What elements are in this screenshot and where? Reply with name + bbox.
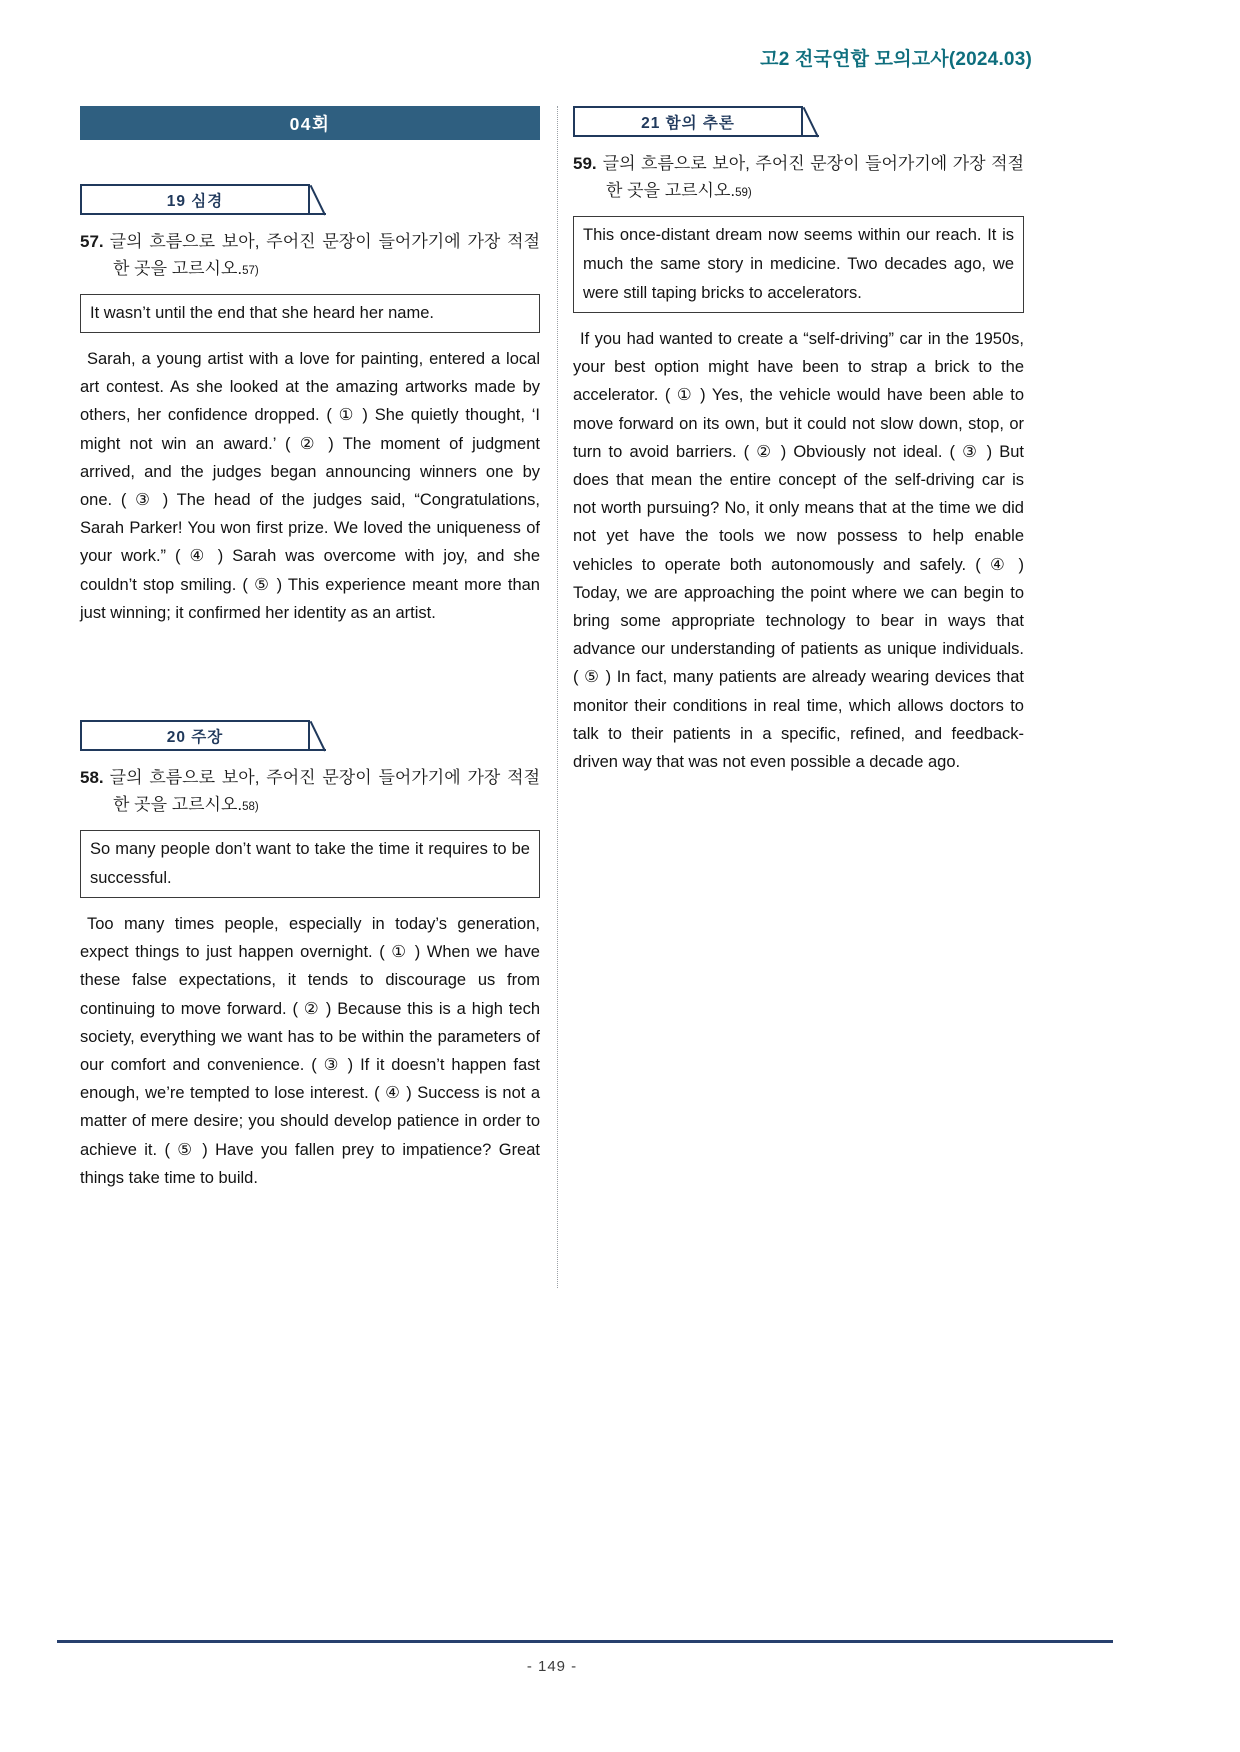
question-prompt bbox=[573, 150, 1024, 207]
question-prompt-text: 글의 흐름으로 보아, 주어진 문장이 들어가기에 가장 적절한 곳을 고르시오. bbox=[109, 232, 540, 278]
content-columns bbox=[80, 106, 1024, 1288]
section-tab-19 bbox=[80, 184, 310, 215]
question-prompt bbox=[80, 764, 540, 821]
column-divider bbox=[557, 106, 558, 1288]
page-number: - 149 - bbox=[526, 1658, 578, 1675]
footer-rule bbox=[57, 1640, 1113, 1643]
passage-text: If you had wanted to create a “self-driving” car in the 1950s, your best option might have been to strap a brick to the accelerator. ( ① ) Yes, the vehicle would have been able to move forward on its own, but it could not slow down, stop, or turn to avoid barriers. ( ② ) Obviously not ideal. ( ③ ) But does that mean the entire concept of the self-driving car is not worth pursuing? No, it only means that at the time we did not yet have the tools we now possess to help enable vehicles to operate both autonomously and safely. ( ④ ) Today, we are approaching the point where we can begin to bring some appropriate technology to bear in ways that advance our understanding of patients as unique individuals. ( ⑤ ) In fact, many patients are already wearing devices that monitor their conditions in real time, which allows doctors to talk to their patients in a specific, refined, and feedback-driven way that was not even possible a decade ago. bbox=[573, 330, 1024, 772]
question-number: 57. bbox=[80, 232, 104, 251]
question-prompt-text: 글의 흐름으로 보아, 주어진 문장이 들어가기에 가장 적절한 곳을 고르시오. bbox=[109, 768, 540, 815]
question-footnote: 59) bbox=[735, 187, 752, 199]
given-sentence-box: It wasn’t until the end that she heard her name. bbox=[80, 294, 540, 333]
session-banner bbox=[80, 106, 540, 140]
question-footnote: 57) bbox=[242, 265, 259, 277]
given-sentence-box: This once-distant dream now seems within our reach. It is much the same story in medicine. Two decades ago, we were still taping bricks to accelerators. bbox=[573, 216, 1024, 313]
tab-diagonal bbox=[803, 107, 819, 138]
passage-text: Sarah, a young artist with a love for painting, entered a local art contest. As she looked at the amazing artworks made by others, her confidence dropped. ( ① ) She quietly thought, ‘I might not win an award.’ ( ② ) The moment of judgment arrived, and the judges began announcing winners one by one. ( ③ ) The head of the judges said, “Congratulations, Sarah Parker! You won first prize. We loved the uniqueness of your work.” ( ④ ) Sarah was overcome with joy, and she couldn’t stop smiling. ( ⑤ ) This experience meant more than just winning; it confirmed her identity as an artist. bbox=[80, 350, 540, 622]
session-banner-label: 04회 bbox=[289, 113, 331, 134]
question-footnote: 58) bbox=[242, 801, 259, 814]
tab-diagonal bbox=[310, 185, 326, 216]
section-tab-20 bbox=[80, 720, 310, 751]
question-prompt-text: 글의 흐름으로 보아, 주어진 문장이 들어가기에 가장 적절한 곳을 고르시오. bbox=[602, 154, 1024, 200]
section-tab-label: 21 함의 추론 bbox=[641, 114, 735, 132]
section-tab-box bbox=[80, 184, 310, 215]
question-block-58 bbox=[80, 720, 540, 1192]
tab-diagonal bbox=[310, 721, 326, 752]
question-block-57 bbox=[80, 184, 540, 627]
section-tab-label: 19 심경 bbox=[166, 192, 224, 210]
section-tab-label: 20 주장 bbox=[166, 728, 224, 746]
section-tab-21 bbox=[573, 106, 803, 137]
section-tab-box bbox=[573, 106, 803, 137]
question-prompt bbox=[80, 228, 540, 285]
right-column bbox=[573, 106, 1024, 776]
passage-text: Too many times people, especially in today’s generation, expect things to just happen overnight. ( ① ) When we have these false expectations, it tends to discourage us from continuing to move forward. ( ② ) Because this is a high tech society, everything we want has to be within the parameters of our comfort and convenience. ( ③ ) If it doesn’t happen fast enough, we’re tempted to lose interest. ( ④ ) Success is not a matter of mere desire; you should develop patience in order to achieve it. ( ⑤ ) Have you fallen prey to impatience? Great things take time to build. bbox=[80, 915, 540, 1187]
question-number: 59. bbox=[573, 154, 597, 173]
question-number: 58. bbox=[80, 768, 104, 788]
question-block-59 bbox=[573, 106, 1024, 776]
page-header bbox=[80, 44, 1032, 71]
given-sentence-box: So many people don’t want to take the time it requires to be successful. bbox=[80, 830, 540, 898]
left-column bbox=[80, 106, 540, 1192]
section-tab-box bbox=[80, 720, 310, 751]
exam-title: 고2 전국연합 모의고사(2024.03) bbox=[760, 49, 1032, 70]
